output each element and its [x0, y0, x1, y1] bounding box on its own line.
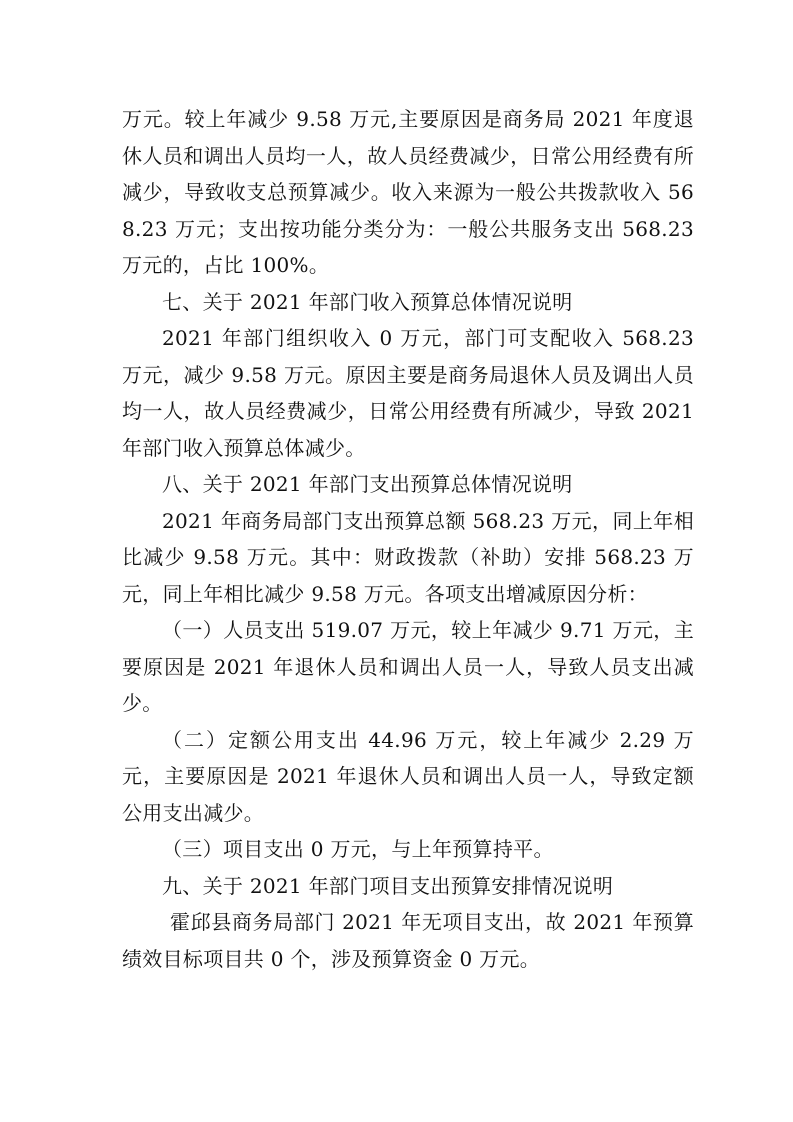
section-heading-8: 八、关于 2021 年部门支出预算总体情况说明 — [162, 472, 573, 496]
paragraph-project-arrangement: 霍邱县商务局部门 2021 年无项目支出，故 2021 年预算绩效目标项目共 0 个，涉及预算资金 0 万元。 — [122, 910, 694, 971]
section-heading-7: 七、关于 2021 年部门收入预算总体情况说明 — [162, 289, 573, 314]
paragraph-personnel-expense: （一）人员支出 519.07 万元，较上年减少 9.71 万元，主要原因是 2021 年退休人员和调出人员一人，导致人员支出减少。 — [122, 618, 694, 715]
paragraph-budget-summary: 万元。较上年减少 9.58 万元,主要原因是商务局 2021 年度退休人员和调出人员均一人，故人员经费减少，日常公用经费有所减少，导致收支总预算减少。收入来源为一般公共拨款收入 568.23 万元；支出按功能分类分为：一般公共服务支出 568.23 万元的，占比 100%。 — [122, 107, 694, 277]
paragraph-expenditure-budget: 2021 年商务局部门支出预算总额 568.23 万元，同上年相比减少 9.58 万元。其中：财政拨款（补助）安排 568.23 万元，同上年相比减少 9.58 万元。各项支出增减原因分析： — [122, 508, 694, 606]
paragraph-project-expense: （三）项目支出 0 万元，与上年预算持平。 — [162, 837, 554, 861]
paragraph-income-budget: 2021 年部门组织收入 0 万元，部门可支配收入 568.23 万元，减少 9.58 万元。原因主要是商务局退休人员及调出人员均一人，故人员经费减少，日常公用经费有所减少，导致 2021 年部门收入预算总体减少。 — [122, 326, 694, 460]
paragraph-public-expense: （二）定额公用支出 44.96 万元，较上年减少 2.29 万元，主要原因是 2021 年退休人员和调出人员一人，导致定额公用支出减少。 — [122, 727, 694, 825]
document-body — [122, 101, 694, 977]
section-heading-9: 九、关于 2021 年部门项目支出预算安排情况说明 — [162, 873, 614, 898]
